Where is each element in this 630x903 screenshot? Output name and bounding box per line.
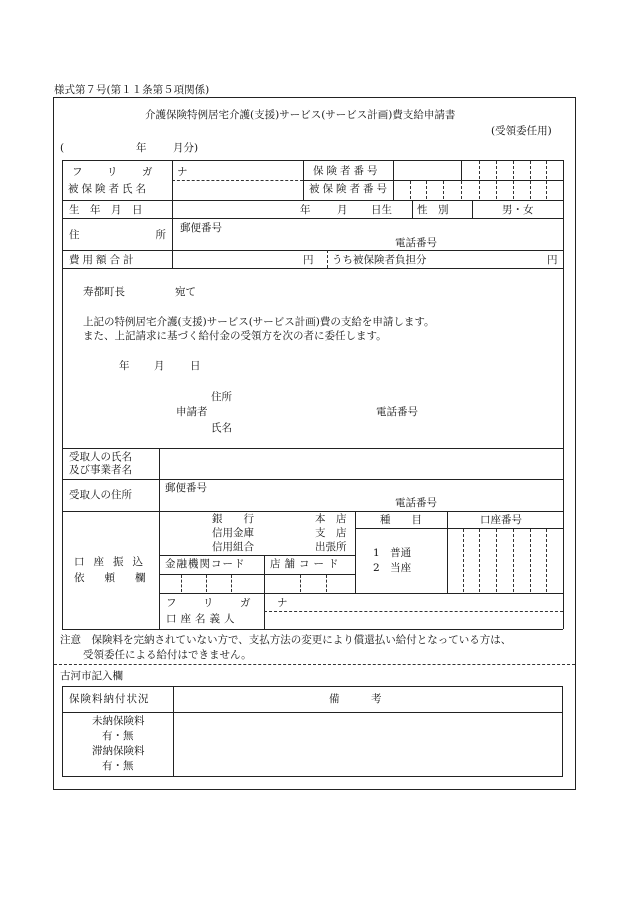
note-line-1: 注意 保険料を完納されていない方で、支払方法の変更により償還払い給付となっている方は、 xyxy=(60,634,512,646)
overdue-value: 有・無 xyxy=(102,760,134,772)
statement-line-1: 上記の特例居宅介護(支援)サービス(サービス計画)費の支給を申請します。 xyxy=(83,316,435,328)
recipient-address-label: 受取人の住所 xyxy=(69,489,132,501)
address-label-text: 住 所 xyxy=(69,229,166,241)
insured-no-label: 被保険者番号 xyxy=(309,183,390,195)
statement-line-2: また、上記請求に基づく給付金の受領方を次の者に委任します。 xyxy=(83,330,387,342)
payment-status-label: 保険料納付状況 xyxy=(69,693,150,705)
dob-year: 年 xyxy=(300,204,311,216)
dob-label: 生 年 月 日 xyxy=(69,204,143,216)
form-title: 介護保険特例居宅介護(支援)サービス(サービス計画)費支給申請書 xyxy=(145,109,456,121)
branch-type-main: 本 店 xyxy=(315,513,347,525)
account-kind-label: 種 目 xyxy=(380,514,422,526)
period-month: 月分) xyxy=(173,142,199,154)
applicant-label: 申請者 xyxy=(176,406,208,418)
applicant-phone-label: 電話番号 xyxy=(376,406,418,418)
unpaid-label: 未納保険料 xyxy=(92,715,145,727)
applicant-name-label: 氏名 xyxy=(211,422,232,434)
bank-section-label-2: 依頼欄 xyxy=(74,572,166,584)
date-month: 月 xyxy=(154,360,165,372)
holder-label: 口座名義人 xyxy=(166,613,239,625)
insured-name-label: 被保険者氏名 xyxy=(68,183,149,195)
period-open: ( xyxy=(60,142,65,154)
burden-label: うち被保険者負担分 xyxy=(332,254,427,266)
insurer-no-label: 保険者番号 xyxy=(313,165,381,177)
form-number: 様式第７号(第１１条第５項関係) xyxy=(54,84,210,96)
addressee-suffix: 宛て xyxy=(175,286,196,298)
account-no-label: 口座番号 xyxy=(480,514,522,526)
bank-section-label-1: 口座振込 xyxy=(74,556,152,568)
phone-label: 電話番号 xyxy=(395,237,437,249)
inst-type-shinkin: 信用金庫 xyxy=(212,527,254,539)
dob-day: 日生 xyxy=(371,204,392,216)
period-year: 年 xyxy=(136,142,147,154)
overdue-label: 滞納保険料 xyxy=(92,745,145,757)
kind-option-current: 2 当座 xyxy=(373,562,412,574)
recipient-phone-label: 電話番号 xyxy=(395,497,437,509)
note-line-2: 受領委任による給付はできません。 xyxy=(83,649,252,661)
holder-furigana-label: フ リ ガ ナ xyxy=(166,597,296,609)
dob-month: 月 xyxy=(337,204,348,216)
furigana-label: フ リ ガ ナ xyxy=(72,166,195,178)
inst-type-kumiai: 信用組合 xyxy=(212,541,254,553)
city-section-label: 古河市記入欄 xyxy=(60,670,123,682)
applicant-address-label: 住所 xyxy=(211,391,232,403)
recipient-postal-label: 郵便番号 xyxy=(165,482,207,494)
branch-code-label: 店舗コード xyxy=(270,558,343,570)
inst-code-label: 金融機関コード xyxy=(165,558,246,570)
sex-label: 性 別 xyxy=(417,204,449,216)
yen-2: 円 xyxy=(547,254,558,266)
sex-value: 男・女 xyxy=(502,204,534,216)
date-year: 年 xyxy=(119,360,130,372)
inst-type-bank: 銀 行 xyxy=(212,513,254,525)
postal-label: 郵便番号 xyxy=(180,222,222,234)
kind-option-ordinary: 1 普通 xyxy=(373,547,412,559)
form-subtitle: (受領委任用) xyxy=(491,125,552,137)
cost-total-label: 費用額合計 xyxy=(69,254,137,266)
recipient-name-label-1: 受取人の氏名 xyxy=(69,451,132,463)
unpaid-value: 有・無 xyxy=(102,730,134,742)
date-day: 日 xyxy=(190,360,201,372)
address-label xyxy=(69,230,166,241)
branch-type-branch: 支 店 xyxy=(315,527,347,539)
recipient-name-label-2: 及び事業者名 xyxy=(69,464,132,476)
branch-type-office: 出張所 xyxy=(315,541,347,553)
remarks-label: 備 考 xyxy=(329,693,382,705)
addressee: 寿都町長 xyxy=(83,286,125,298)
yen-1: 円 xyxy=(303,254,314,266)
